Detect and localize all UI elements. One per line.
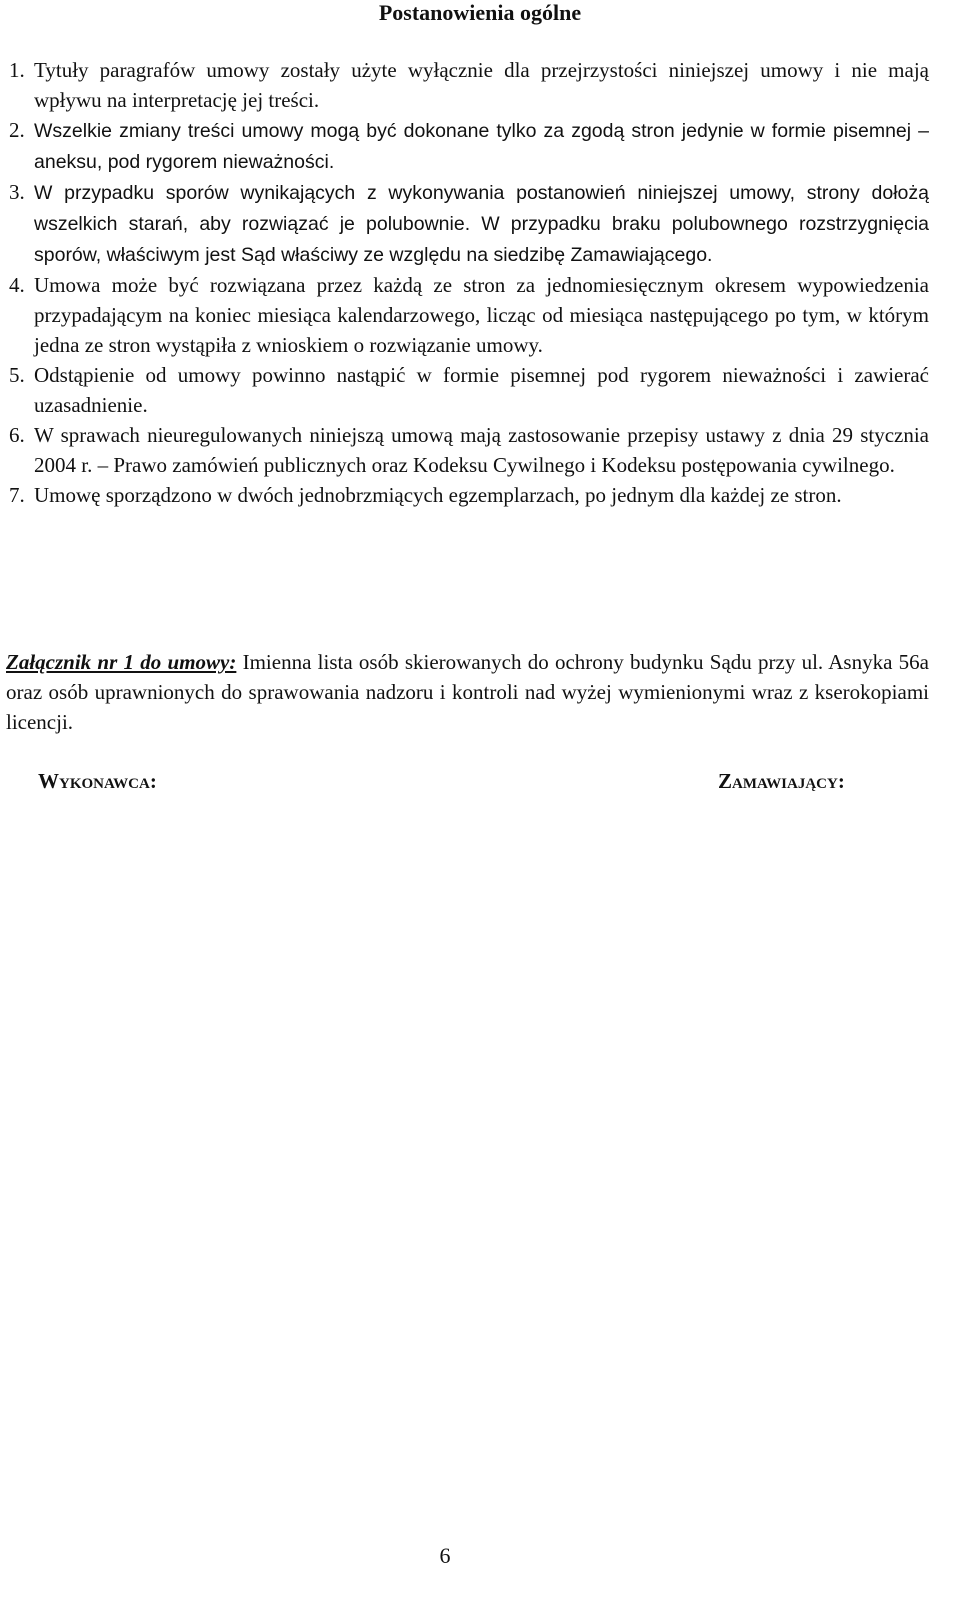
clause-number: 1. xyxy=(9,58,25,82)
clause-number: 4. xyxy=(9,273,25,297)
clause-item xyxy=(9,360,929,420)
clause-text: Umowę sporządzono w dwóch jednobrzmiących egzemplarzach, po jednym dla każdej ze stron. xyxy=(34,483,842,507)
clause-number: 5. xyxy=(9,363,25,387)
attachment-label: Załącznik nr 1 do umowy: xyxy=(6,650,237,674)
clause-item xyxy=(9,55,929,115)
clause-number: 3. xyxy=(9,180,25,204)
contractor-label-rest: YKONAWCA xyxy=(59,776,150,792)
clause-text: Tytuły paragrafów umowy zostały użyte wyłącznie dla przejrzystości niniejszej umowy i nie mają wpływu na interpretację jej treści. xyxy=(34,58,929,112)
contractor-label-colon: : xyxy=(149,769,157,793)
contractor-signature-label xyxy=(38,767,157,798)
clause-text: Wszelkie zmiany treści umowy mogą być dokonane tylko za zgodą stron jedynie w formie pisemnej – aneksu, pod rygorem nieważności. xyxy=(34,120,929,173)
clause-item xyxy=(9,177,929,270)
clause-text: W sprawach nieuregulowanych niniejszą umową mają zastosowanie przepisy ustawy z dnia 29 stycznia 2004 r. – Prawo zamówień publicznych oraz Kodeksu Cywilnego i Kodeksu postępowania cywilnego. xyxy=(34,423,929,477)
attachment-text: Imienna lista osób skierowanych do ochrony budynku Sądu przy ul. Asnyka 56a oraz osób uprawnionych do sprawowania nadzoru i kontroli nad wyżej wymienionymi wraz z kserokopiami licencji. xyxy=(6,650,929,734)
clause-item xyxy=(9,270,929,360)
page-number: 6 xyxy=(439,1543,451,1568)
clause-text: W przypadku sporów wynikających z wykonywania postanowień niniejszej umowy, strony dołożą wszelkich starań, aby rozwiązać je polubownie. W przypadku braku polubownego rozstrzygnięcia sporów, właściwym jest Sąd właściwy ze względu na siedzibę Zamawiającego. xyxy=(34,182,929,266)
page-title: Postanowienia ogólne xyxy=(378,0,582,25)
client-signature-label xyxy=(718,767,845,798)
attachment-note xyxy=(6,647,929,737)
clause-item xyxy=(9,480,929,510)
clause-text: Umowa może być rozwiązana przez każdą ze stron za jednomiesięcznym okresem wypowiedzenia przypadającym na koniec miesiąca kalendarzowego, licząc od miesiąca następującego po tym, w którym jedna ze stron wystąpiła z wnioskiem o rozwiązanie umowy. xyxy=(34,273,929,357)
client-label-rest: AMAWIAJĄCY xyxy=(732,776,838,792)
client-label-colon: : xyxy=(837,769,845,793)
client-label-initial: Z xyxy=(718,769,733,793)
clause-list xyxy=(9,55,929,510)
clause-item xyxy=(9,420,929,480)
clause-text: Odstąpienie od umowy powinno nastąpić w formie pisemnej pod rygorem nieważności i zawierać uzasadnienie. xyxy=(34,363,929,417)
clause-number: 6. xyxy=(9,423,25,447)
clause-item xyxy=(9,115,929,177)
contractor-label-initial: W xyxy=(38,769,59,793)
clause-number: 7. xyxy=(9,483,25,507)
clause-number: 2. xyxy=(9,118,25,142)
